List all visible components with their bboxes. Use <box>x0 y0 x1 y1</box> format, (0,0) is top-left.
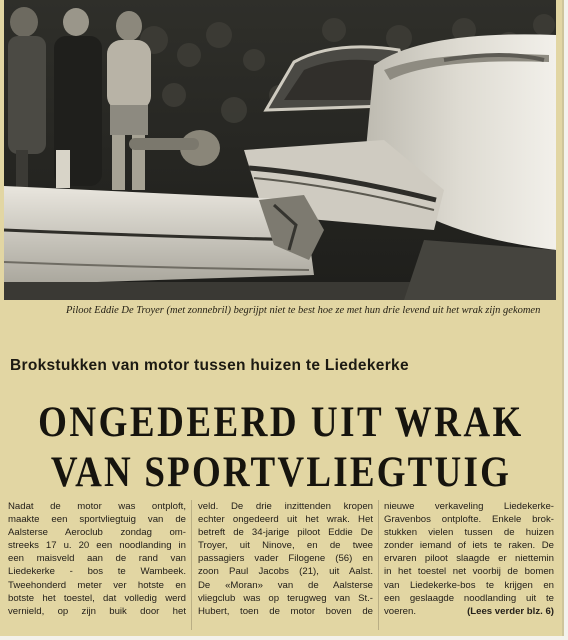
text-line: betreft de 34-jarige piloot Eddie De <box>198 527 373 539</box>
text-line: Gravenbos ontplofte. Enkele brok- <box>384 514 554 526</box>
kicker-headline: Brokstukken van motor tussen huizen te Liedekerke <box>10 357 409 374</box>
text-line: zoon Paul Jacobs (21), uit Aalst. <box>198 566 373 578</box>
main-headline-line-2: VAN SPORTVLIEGTUIG <box>50 448 512 497</box>
wreck-photo <box>4 0 556 300</box>
text-line: streeks 17 u. 20 een noodlanding in <box>8 540 186 552</box>
text-line: Liedekerke - bos te Wambeek. <box>8 566 186 578</box>
text-line: een maisveld aan de rand van <box>8 553 186 565</box>
text-line: vliegclub was op terugweg van St.- <box>198 592 373 604</box>
text-line: van Liedekerke-bos te krijgen en <box>384 579 554 591</box>
article-column-1 <box>8 500 186 618</box>
text-line: Nadat de motor was ontploft, <box>8 501 186 512</box>
text-line: De «Moran» van de Aalsterse <box>198 579 373 591</box>
text-line: Tweehonderd meter ver hotste en <box>8 579 186 591</box>
text-line: botste het toestel, dat volledig werd <box>8 592 186 604</box>
main-headline-line-1: ONGEDEERD UIT WRAK <box>38 398 524 447</box>
continued-on-page-link[interactable]: (Lees verder blz. 6) <box>467 605 554 617</box>
text-line: echter ongedeerd uit het wrak. Het <box>198 514 373 526</box>
text-line: Hubert, toen de motor boven de <box>198 605 373 617</box>
airplane-wreck-photo-icon <box>4 0 556 300</box>
text-line: ervaren piloot slaagde er niettemin <box>384 553 554 565</box>
photo-caption: Piloot Eddie De Troyer (met zonnebril) begrijpt niet te best hoe ze met hun drie levend uit het wrak zijn gekomen <box>66 305 541 316</box>
text-line: Troyer, uit Ninove, en de twee <box>198 540 373 552</box>
text-line: maakte een sportvliegtuig van de <box>8 514 186 526</box>
text-line: vernield, op zijn buik door het <box>8 605 186 617</box>
text-line: in het toestel net voorbij de bomen <box>384 566 554 578</box>
text-line: zonder iemand of iets te raken. De <box>384 540 554 552</box>
text-line: veld. De drie inzittenden kropen <box>198 501 373 512</box>
text-line: Aalsterse Aeroclub zondag om- <box>8 527 186 539</box>
text-line: een geslaagde noodlanding uit te <box>384 592 554 604</box>
text-line: passagiers vader Filogene (56) en <box>198 553 373 565</box>
column-divider <box>378 500 379 630</box>
text-line: nieuwe verkaveling Liedekerke- <box>384 501 554 512</box>
text-line-final <box>384 605 554 618</box>
article-column-2 <box>198 500 373 618</box>
text-line-end: voeren. <box>384 605 416 617</box>
column-divider <box>191 500 192 630</box>
article-column-3 <box>384 500 554 618</box>
text-line: stukken vielen tussen de huizen <box>384 527 554 539</box>
